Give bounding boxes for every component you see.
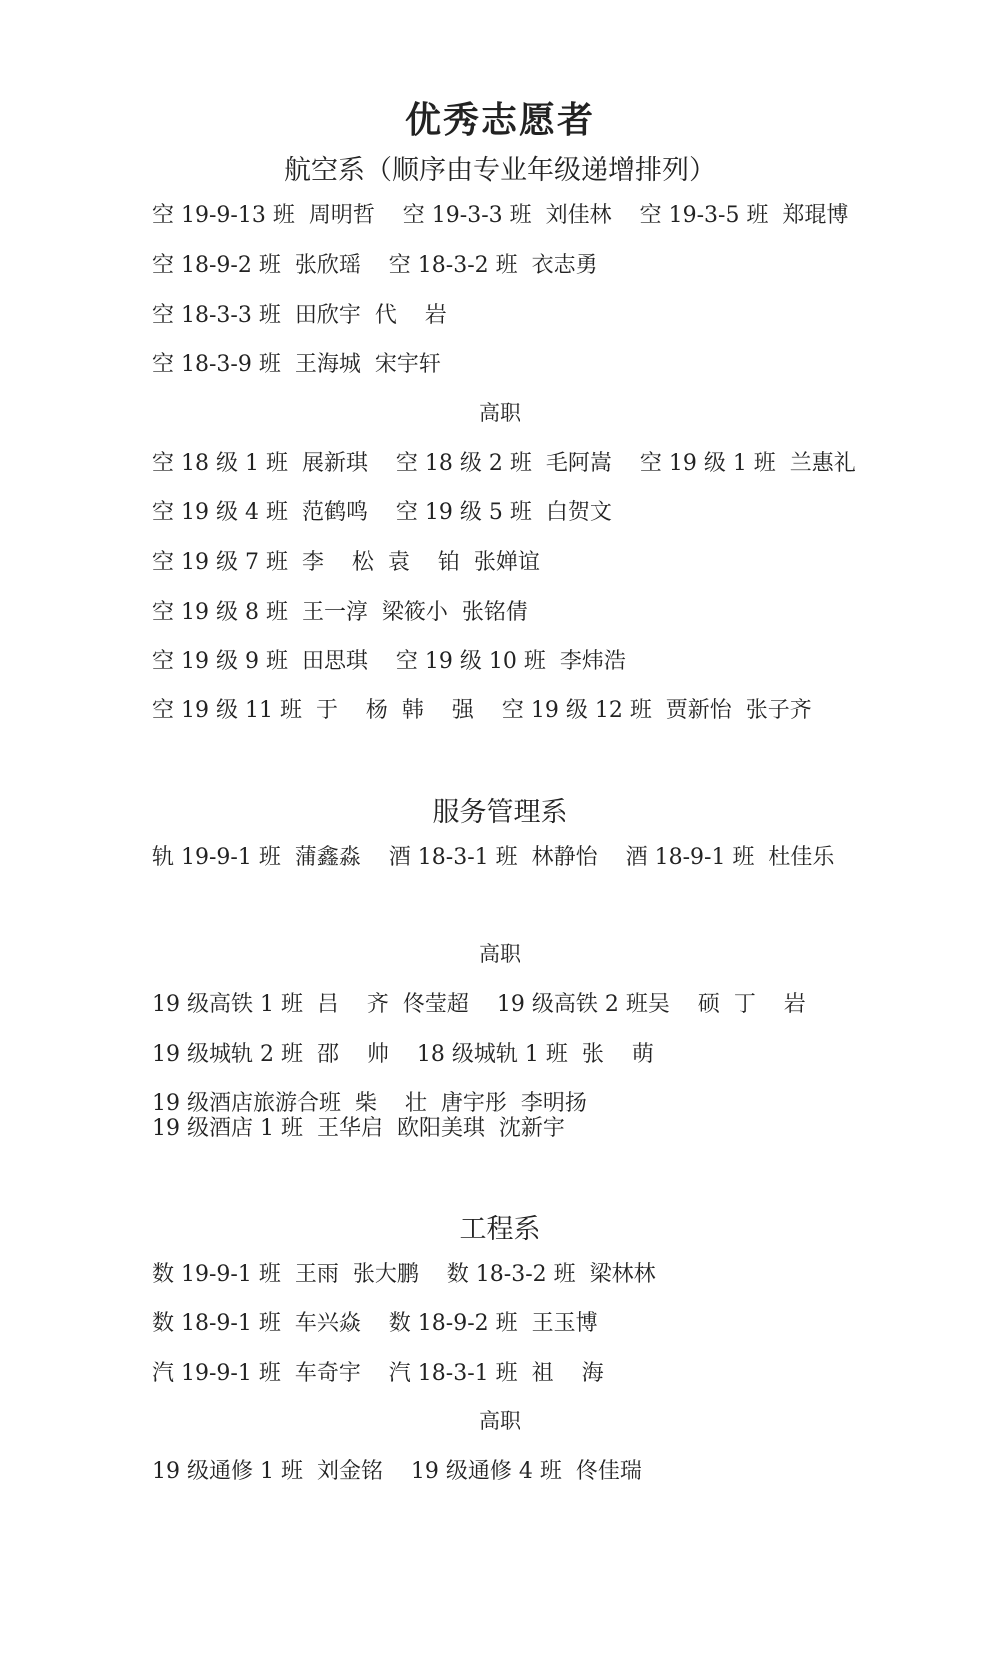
service-vocational-line: 19 级酒店旅游合班 柴 壮 唐宇彤 李明扬	[152, 1091, 587, 1116]
service-heading: 服务管理系	[432, 797, 568, 828]
aviation-vocational-line: 空 19 级 9 班 田思琪 空 19 级 10 班 李炜浩	[152, 649, 626, 674]
engineering-line: 汽 19-9-1 班 车奇宇 汽 18-3-1 班 祖 海	[152, 1361, 604, 1386]
aviation-vocational-line: 空 19 级 11 班 于 杨 韩 强 空 19 级 12 班 贾新怡 张子齐	[152, 698, 812, 723]
page-title: 优秀志愿者	[404, 99, 595, 141]
engineering-line: 数 18-9-1 班 车兴焱 数 18-9-2 班 王玉博	[152, 1311, 598, 1336]
service-vocational-line: 19 级高铁 1 班 吕 齐 佟莹超 19 级高铁 2 班吴 硕 丁 岩	[152, 992, 806, 1017]
aviation-line: 空 18-3-9 班 王海城 宋宇轩	[152, 352, 441, 377]
aviation-line: 空 19-9-13 班 周明哲 空 19-3-3 班 刘佳林 空 19-3-5 班 郑琨博	[152, 203, 849, 228]
engineering-line: 数 19-9-1 班 王雨 张大鹏 数 18-3-2 班 梁林林	[152, 1262, 656, 1287]
aviation-vocational-label: 高职	[479, 401, 521, 425]
service-vocational-line: 19 级酒店 1 班 王华启 欧阳美琪 沈新宇	[152, 1116, 565, 1141]
service-vocational-label: 高职	[479, 942, 521, 966]
service-vocational-line: 19 级城轨 2 班 邵 帅 18 级城轨 1 班 张 萌	[152, 1042, 654, 1067]
engineering-heading: 工程系	[459, 1214, 541, 1245]
aviation-vocational-line: 空 19 级 4 班 范鹤鸣 空 19 级 5 班 白贺文	[152, 500, 612, 525]
aviation-heading: 航空系（顺序由专业年级递增排列）	[284, 155, 716, 186]
engineering-vocational-label: 高职	[479, 1409, 521, 1433]
aviation-vocational-line: 空 19 级 8 班 王一淳 梁筱小 张铭倩	[152, 600, 528, 625]
aviation-line: 空 18-3-3 班 田欣宇 代 岩	[152, 303, 447, 328]
aviation-vocational-line: 空 19 级 7 班 李 松 袁 铂 张婵谊	[152, 550, 540, 575]
service-line: 轨 19-9-1 班 蒲鑫淼 酒 18-3-1 班 林静怡 酒 18-9-1 班 杜佳乐	[152, 845, 835, 870]
aviation-vocational-line: 空 18 级 1 班 展新琪 空 18 级 2 班 毛阿嵩 空 19 级 1 班 兰惠礼	[152, 451, 856, 476]
aviation-line: 空 18-9-2 班 张欣瑶 空 18-3-2 班 衣志勇	[152, 253, 598, 278]
engineering-vocational-line: 19 级通修 1 班 刘金铭 19 级通修 4 班 佟佳瑞	[152, 1459, 642, 1484]
